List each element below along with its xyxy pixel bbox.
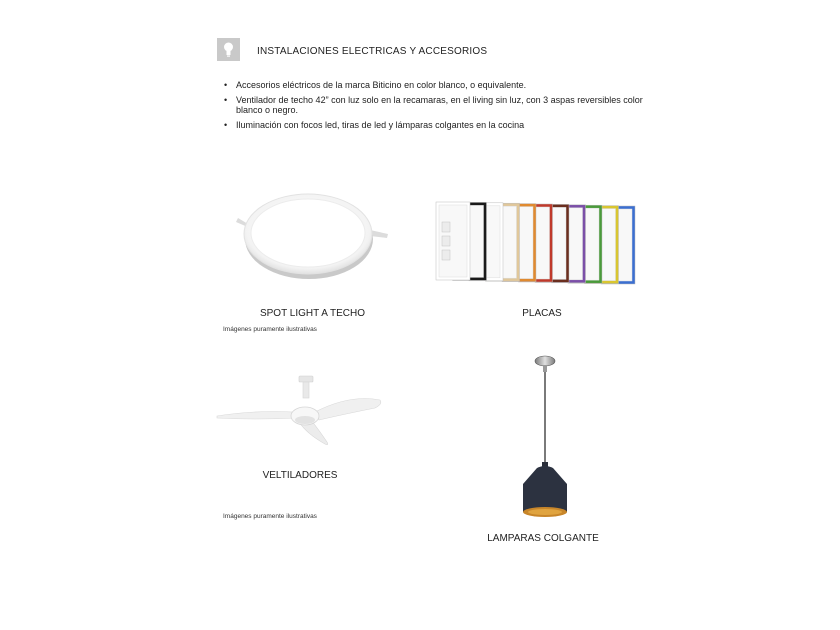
bullet-item bbox=[224, 80, 644, 90]
light-bulb-icon bbox=[217, 38, 240, 61]
switch-plate bbox=[436, 202, 470, 280]
bullet-text: Accesorios eléctricos de la marca Biticino en color blanco, o equivalente. bbox=[236, 80, 527, 90]
lamp-caption: LAMPARAS COLGANTE bbox=[487, 533, 599, 544]
bullet-marker: • bbox=[224, 80, 228, 90]
bullet-marker: • bbox=[224, 120, 228, 130]
bullet-text: Iluminación con focos led, tiras de led y lámparas colgantes en la cocina bbox=[236, 120, 525, 130]
illustrative-note: Imágenes puramente ilustrativas bbox=[223, 326, 317, 333]
spot-light-image bbox=[230, 182, 395, 282]
ceiling-fan-image bbox=[215, 372, 385, 452]
illustrative-note: Imágenes puramente ilustrativas bbox=[223, 513, 317, 520]
bullet-text: Ventilador de techo 42” con luz solo en la recamaras, en el living sin luz, con 3 aspas reversibles color blanco o negro. bbox=[236, 95, 643, 115]
section-title: INSTALACIONES ELECTRICAS Y ACCESORIOS bbox=[257, 46, 488, 57]
bullet-list bbox=[224, 80, 644, 135]
spot-light-caption: SPOT LIGHT A TECHO bbox=[259, 308, 366, 319]
bullet-item bbox=[224, 95, 644, 115]
bullet-marker: • bbox=[224, 95, 228, 105]
fan-caption: VELTILADORES bbox=[262, 470, 338, 481]
placas-image bbox=[434, 200, 644, 285]
bullet-item bbox=[224, 120, 644, 130]
pendant-lamp-image bbox=[515, 352, 575, 522]
placas-caption: PLACAS bbox=[522, 308, 562, 319]
